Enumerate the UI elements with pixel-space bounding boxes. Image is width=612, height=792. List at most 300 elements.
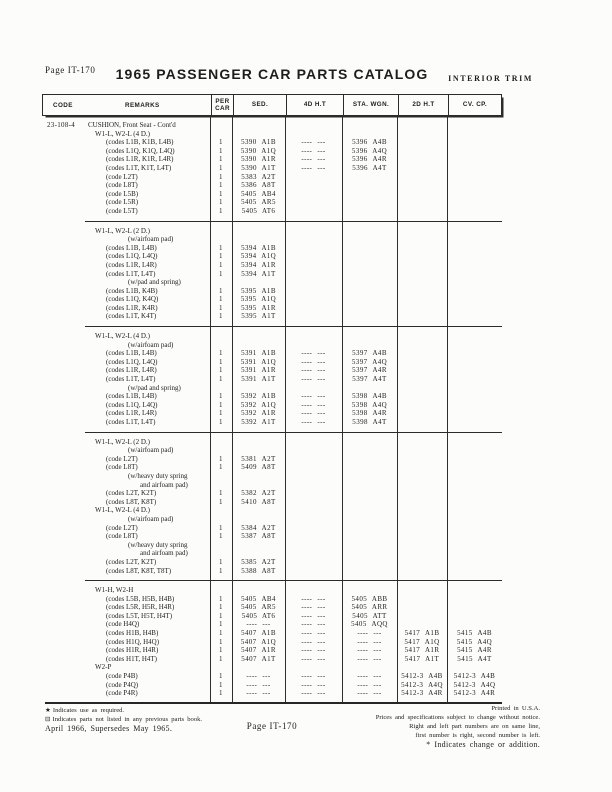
per-cell: 1 — [219, 646, 223, 655]
sed-cell: ---- --- — [246, 680, 271, 689]
per-cell: 1 — [219, 418, 223, 426]
wgn-cell: 5398 A4T — [352, 418, 387, 426]
cv-cell — [447, 532, 502, 541]
wgn-cell: ---- --- — [357, 689, 382, 698]
cv-cell — [447, 278, 502, 287]
hd4-cell — [285, 515, 342, 524]
table-row — [42, 304, 502, 313]
per-cell: 1 — [219, 523, 223, 532]
cv-cell — [447, 603, 502, 612]
cv-cell — [447, 287, 502, 296]
remarks-cell — [42, 524, 210, 533]
sed-cell: 5387 A8T — [241, 532, 276, 541]
sed-cell: 5390 A1B — [241, 138, 276, 147]
hd2-cell — [397, 603, 447, 612]
cv-cell — [447, 392, 502, 401]
per-cell — [210, 549, 232, 558]
sed-cell — [232, 549, 285, 558]
cv-cell — [447, 190, 502, 199]
table-row — [42, 418, 502, 427]
hd4-cell: ---- --- — [301, 163, 326, 172]
wgn-cell: 5396 A4R — [352, 155, 387, 164]
hd2-cell — [397, 278, 447, 287]
remarks-cell — [42, 455, 210, 464]
hd4-cell — [285, 173, 342, 182]
per-cell: 1 — [219, 260, 223, 269]
remark-text: (code L8T) — [106, 532, 138, 541]
table-row — [42, 295, 502, 304]
sed-cell: 5407 A1R — [241, 646, 276, 655]
per-cell — [210, 332, 232, 341]
header-cv-cp: CV. CP. — [448, 95, 501, 115]
remarks-cell — [42, 278, 210, 287]
sed-cell: 5384 A2T — [241, 523, 276, 532]
per-cell — [210, 515, 232, 524]
cv-cell — [447, 418, 502, 427]
remark-text: (code P4R) — [106, 689, 138, 698]
wgn-cell: 5396 A4T — [352, 163, 387, 172]
remarks-cell — [42, 358, 210, 367]
remarks-cell — [42, 515, 210, 524]
hd4-cell — [285, 532, 342, 541]
hd2-cell — [397, 252, 447, 261]
remark-text: W1-L, W2-L (2 D.) — [95, 226, 151, 235]
remarks-cell — [42, 147, 210, 156]
wgn-cell: 5397 A4R — [352, 366, 387, 375]
remark-text: (w/airfoam pad) — [128, 340, 174, 349]
cv-cell — [447, 401, 502, 410]
table-row — [42, 278, 502, 287]
footnote-box-text: Indicates parts not listed in any previous parts book. — [52, 715, 203, 723]
per-cell: 1 — [219, 303, 223, 312]
hd2-cell — [397, 455, 447, 464]
remarks-cell — [42, 130, 210, 139]
table-row — [42, 130, 502, 139]
table-row — [42, 173, 502, 182]
wgn-cell — [342, 270, 397, 279]
star-icon: ★ — [45, 707, 51, 714]
hd4-cell: ---- --- — [301, 409, 326, 418]
wgn-cell — [342, 532, 397, 541]
remarks-cell — [42, 270, 210, 279]
per-cell: 1 — [219, 243, 223, 252]
per-cell: 1 — [219, 163, 223, 172]
remarks-cell — [42, 472, 210, 481]
remark-text: (codes L1Q, K4Q) — [106, 295, 159, 304]
remark-text: CUSHION, Front Seat - Cont'd — [88, 121, 176, 129]
hd2-cell — [397, 489, 447, 498]
cv-cell — [447, 446, 502, 455]
table-row — [42, 558, 502, 567]
remark-text: (w/heavy duty spring — [128, 540, 188, 549]
remark-text: (w/pad and spring) — [128, 278, 181, 287]
remark-text: (code P4B) — [106, 672, 138, 681]
cv-cell — [447, 164, 502, 173]
hd2-cell — [397, 190, 447, 199]
remark-text: (codes L1T, L4T) — [106, 418, 156, 426]
wgn-cell — [342, 567, 397, 576]
wgn-cell: 5405 ARR — [351, 603, 388, 612]
per-cell: 1 — [219, 189, 223, 198]
wgn-cell — [342, 244, 397, 253]
wgn-cell: 5396 A4B — [352, 138, 387, 147]
remark-text: W1-L, W2-L (2 D.) — [95, 437, 151, 446]
table-section — [42, 222, 502, 327]
table-row — [42, 586, 502, 595]
hd2-cell — [397, 287, 447, 296]
sed-cell: 5405 AB4 — [241, 189, 276, 198]
hd2-cell — [397, 595, 447, 604]
per-cell: 1 — [219, 620, 223, 629]
footnote-star — [45, 707, 202, 716]
table-section — [42, 433, 502, 581]
remark-text: W1-L, W2-L (4 D.) — [95, 506, 151, 515]
cv-cell — [447, 341, 502, 350]
hd4-cell: ---- --- — [301, 680, 326, 689]
sed-cell — [232, 227, 285, 236]
sed-cell: 5381 A2T — [241, 454, 276, 463]
wgn-cell — [342, 586, 397, 595]
cv-cell — [447, 524, 502, 533]
per-cell — [210, 663, 232, 672]
per-cell: 1 — [219, 286, 223, 295]
hd2-cell — [397, 198, 447, 207]
wgn-cell: 5397 A4Q — [351, 357, 388, 366]
wgn-cell: 5398 A4B — [352, 392, 387, 401]
hd2-cell — [397, 332, 447, 341]
sed-cell: 5394 A1Q — [240, 252, 277, 261]
wgn-cell — [342, 304, 397, 313]
per-cell: 1 — [219, 146, 223, 155]
sed-cell: 5382 A2T — [241, 489, 276, 498]
hd2-cell — [397, 312, 447, 321]
sed-cell: 5391 A1R — [241, 366, 276, 375]
remarks-cell — [42, 612, 210, 621]
hd4-cell — [285, 455, 342, 464]
cv-cell — [447, 366, 502, 375]
remark-text: (codes L8T, K8T, T8T) — [106, 566, 172, 575]
header-code: CODE — [53, 102, 73, 109]
hd2-cell: 5412-3 A4B — [401, 672, 443, 681]
per-cell: 1 — [219, 252, 223, 261]
remarks-cell — [42, 235, 210, 244]
table-row — [42, 655, 502, 664]
remark-text: (codes L1Q, L4Q) — [106, 252, 158, 261]
hd4-cell — [285, 181, 342, 190]
remarks-cell — [42, 375, 210, 384]
hd4-cell — [285, 270, 342, 279]
remarks-cell — [42, 138, 210, 147]
remarks-cell — [42, 190, 210, 199]
remark-text: (code L2T) — [106, 523, 138, 532]
per-cell: 1 — [219, 532, 223, 541]
hd4-cell — [285, 341, 342, 350]
cv-cell — [447, 481, 502, 490]
cv-cell — [447, 409, 502, 418]
hd4-cell — [285, 227, 342, 236]
wgn-cell — [342, 463, 397, 472]
cv-cell — [447, 358, 502, 367]
cv-cell — [447, 558, 502, 567]
remarks-cell — [42, 155, 210, 164]
per-cell — [210, 384, 232, 393]
hd2-cell — [397, 155, 447, 164]
sed-cell: 5395 A1R — [241, 303, 276, 312]
hd2-cell — [397, 384, 447, 393]
per-cell: 1 — [219, 181, 223, 190]
remarks-cell — [42, 567, 210, 576]
hd4-cell — [285, 549, 342, 558]
hd4-cell — [285, 541, 342, 550]
cv-cell — [447, 489, 502, 498]
cv-cell — [447, 549, 502, 558]
sed-cell — [232, 446, 285, 455]
remarks-cell — [42, 384, 210, 393]
table-row — [42, 366, 502, 375]
sed-cell: 5405 AT6 — [241, 611, 276, 620]
hd2-cell — [397, 612, 447, 621]
cv-cell — [447, 312, 502, 321]
remark-text: (codes L5T, H5T, H4T) — [106, 611, 173, 620]
remarks-cell — [42, 164, 210, 173]
table-row — [42, 147, 502, 156]
wgn-cell — [342, 472, 397, 481]
page-number-top: Page IT-170 — [45, 65, 96, 75]
remarks-cell — [42, 121, 210, 130]
table-row — [42, 515, 502, 524]
remarks-cell — [42, 586, 210, 595]
table-row — [42, 489, 502, 498]
cv-cell — [447, 506, 502, 515]
sed-cell — [232, 438, 285, 447]
hd2-cell: 5412-3 A4Q — [401, 680, 443, 689]
sed-cell — [232, 278, 285, 287]
hd4-cell — [285, 463, 342, 472]
sed-cell: 5405 AR5 — [241, 603, 276, 612]
sed-cell: 5391 A1B — [241, 349, 276, 358]
hd2-cell — [397, 438, 447, 447]
hd4-cell: ---- --- — [301, 138, 326, 147]
hd4-cell — [285, 438, 342, 447]
remarks-cell — [42, 672, 210, 681]
remark-text: (w/pad and spring) — [128, 383, 181, 392]
remarks-cell — [42, 207, 210, 216]
cv-cell — [447, 261, 502, 270]
remark-text: (codes H1R, H4R) — [106, 646, 159, 655]
hd4-cell — [285, 498, 342, 507]
cv-cell: 5415 A4R — [457, 646, 492, 655]
wgn-cell — [342, 181, 397, 190]
wgn-cell — [342, 130, 397, 139]
table-row — [42, 689, 502, 698]
sed-cell — [232, 384, 285, 393]
wgn-cell — [342, 121, 397, 130]
hd4-cell — [285, 304, 342, 313]
table-row — [42, 646, 502, 655]
per-cell: 1 — [219, 654, 223, 663]
sed-cell: 5405 AR5 — [241, 198, 276, 207]
hd4-cell — [285, 481, 342, 490]
remarks-cell — [42, 681, 210, 690]
header-4d-ht: 4D H.T — [286, 95, 343, 115]
wgn-cell — [342, 498, 397, 507]
sed-cell — [232, 472, 285, 481]
per-cell — [210, 227, 232, 236]
table-row — [42, 595, 502, 604]
hd2-cell — [397, 270, 447, 279]
remark-text: (code L2T) — [106, 454, 138, 463]
page-title: 1965 PASSENGER CAR PARTS CATALOG — [115, 66, 429, 82]
remarks-cell — [42, 295, 210, 304]
wgn-cell: 5396 A4Q — [351, 146, 388, 155]
wgn-cell — [342, 446, 397, 455]
wgn-cell: 5397 A4B — [352, 349, 387, 358]
sed-cell: 5409 A8T — [241, 463, 276, 472]
table-row — [42, 198, 502, 207]
sed-cell: 5390 A1Q — [240, 146, 277, 155]
per-cell — [210, 341, 232, 350]
table-row — [42, 190, 502, 199]
hd4-cell: ---- --- — [301, 146, 326, 155]
hd2-cell — [397, 207, 447, 216]
sed-cell: 5390 A1R — [241, 155, 276, 164]
hd2-cell — [397, 532, 447, 541]
sed-cell: 5405 AT6 — [241, 206, 276, 215]
table-row — [42, 532, 502, 541]
header-2d-ht: 2D H.T — [398, 95, 448, 115]
hd2-cell — [397, 586, 447, 595]
table-section — [42, 581, 502, 703]
hd2-cell — [397, 663, 447, 672]
hd2-cell — [397, 173, 447, 182]
table-row — [42, 681, 502, 690]
remark-text: (code L8T) — [106, 463, 138, 472]
column-rule-4d-wgn — [342, 116, 343, 703]
wgn-cell — [342, 332, 397, 341]
footnote-star-text: Indicates use as required. — [52, 707, 125, 714]
remark-text: (code H4Q) — [106, 620, 140, 629]
table-row — [42, 498, 502, 507]
per-cell: 1 — [219, 680, 223, 689]
remarks-cell — [42, 541, 210, 550]
hd2-cell — [397, 481, 447, 490]
edition-date: April 1966, Supersedes May 1965. — [45, 723, 173, 733]
table-row — [42, 409, 502, 418]
hd4-cell — [285, 558, 342, 567]
hd4-cell — [285, 190, 342, 199]
remark-text: (codes H1T, H4T) — [106, 654, 157, 663]
table-row — [42, 541, 502, 550]
hd2-cell — [397, 549, 447, 558]
hd4-cell: ---- --- — [301, 654, 326, 663]
remarks-cell — [42, 252, 210, 261]
table-row — [42, 358, 502, 367]
table-bottom-rule — [45, 702, 502, 704]
table-header — [42, 94, 502, 116]
table-row — [42, 506, 502, 515]
wgn-cell — [342, 489, 397, 498]
table-row — [42, 341, 502, 350]
cv-cell — [447, 515, 502, 524]
table-section — [42, 327, 502, 432]
hd4-cell — [285, 121, 342, 130]
table-row — [42, 620, 502, 629]
remarks-cell — [42, 646, 210, 655]
remarks-cell — [42, 603, 210, 612]
remarks-cell — [42, 595, 210, 604]
cv-cell — [447, 438, 502, 447]
table-row — [42, 481, 502, 490]
hd2-cell — [397, 366, 447, 375]
table-row — [42, 567, 502, 576]
remarks-cell — [42, 506, 210, 515]
per-cell — [210, 278, 232, 287]
hd2-cell — [397, 227, 447, 236]
per-cell: 1 — [219, 375, 223, 384]
wgn-cell: ---- --- — [357, 646, 382, 655]
remarks-cell — [42, 655, 210, 664]
remark-text: (w/airfoam pad) — [128, 446, 174, 455]
cv-cell — [447, 472, 502, 481]
hd4-cell — [285, 130, 342, 139]
sed-cell: 5388 A8T — [241, 566, 276, 575]
cv-cell: 5415 A4B — [457, 629, 492, 638]
wgn-cell: 5398 A4R — [352, 409, 387, 418]
per-cell — [210, 121, 232, 130]
wgn-cell — [342, 506, 397, 515]
sed-cell: 5394 A1R — [241, 260, 276, 269]
hd4-cell — [285, 446, 342, 455]
table-row — [42, 472, 502, 481]
table-row — [42, 638, 502, 647]
remark-text: (codes L8T, K8T) — [106, 497, 157, 506]
hd2-cell: 5417 A1Q — [404, 637, 440, 646]
hd2-cell: 5412-3 A4R — [401, 689, 443, 698]
wgn-cell — [342, 173, 397, 182]
hd4-cell: ---- --- — [301, 611, 326, 620]
hd2-cell — [397, 261, 447, 270]
footer-right-notes — [270, 705, 540, 750]
sed-cell: 5386 A8T — [241, 181, 276, 190]
hd2-cell — [397, 138, 447, 147]
cv-cell — [447, 375, 502, 384]
hd2-cell — [397, 341, 447, 350]
hd4-cell: ---- --- — [301, 366, 326, 375]
cv-cell — [447, 567, 502, 576]
table-row — [42, 392, 502, 401]
per-cell: 1 — [219, 206, 223, 215]
cv-cell — [447, 349, 502, 358]
remark-text: (w/airfoam pad) — [128, 514, 174, 523]
per-cell: 1 — [219, 357, 223, 366]
table-row — [42, 252, 502, 261]
hd4-cell — [285, 312, 342, 321]
table-section — [42, 116, 502, 221]
per-cell: 1 — [219, 689, 223, 698]
table-row — [42, 349, 502, 358]
hd2-cell — [397, 401, 447, 410]
table-row — [42, 612, 502, 621]
per-cell: 1 — [219, 463, 223, 472]
header-code-remarks — [43, 95, 211, 115]
hd4-cell: ---- --- — [301, 392, 326, 401]
remark-text: (codes H1B, H4B) — [106, 629, 159, 638]
remark-text: (codes L1R, K4R) — [106, 303, 158, 312]
hd2-cell — [397, 375, 447, 384]
boxed-minus-icon: ⊟ — [45, 715, 51, 723]
hd2-cell — [397, 164, 447, 173]
table-row — [42, 672, 502, 681]
